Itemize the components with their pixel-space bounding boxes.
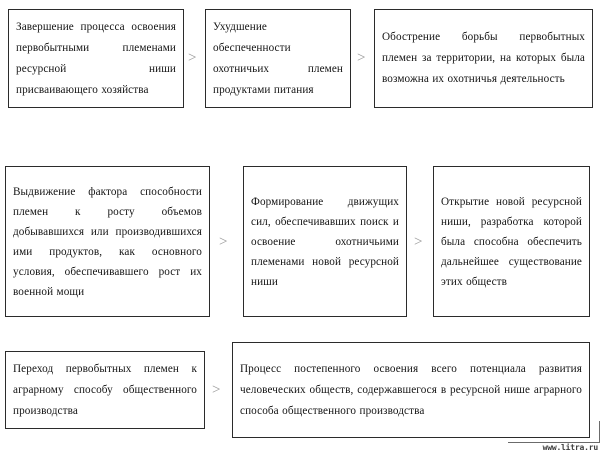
diagram-node-1 <box>8 9 184 108</box>
diagram-node-4 <box>5 166 210 317</box>
diagram-node-6 <box>433 166 590 317</box>
diagram-node-8 <box>232 342 590 438</box>
connector-arrow-3: > <box>219 234 228 250</box>
diagram-node-5-text: Формирование движущих сил, обеспечивавших поиск и освоение охотничьими племенами новой ресурсной ниши <box>251 195 399 288</box>
connector-arrow-5: > <box>212 382 221 398</box>
diagram-node-7 <box>5 351 205 429</box>
diagram-node-8-text: Процесс постепенного освоения всего потенциала развития человеческих обществ, содержавшегося в ресурсной нише аграрного способа общественного производства <box>240 362 582 417</box>
diagram-node-4-text: Выдвижение фактора способности племен к росту объемов добывавшихся или производившихся ими продуктов, как основного условия, обеспечивавшего рост их военной мощи <box>13 185 202 298</box>
diagram-node-3-text: Обострение борьбы первобытных племен за территории, на которых была возможна их охотничья деятельность <box>382 31 585 85</box>
diagram-node-2-text: Ухудшение обеспеченности охотничьих племен продуктами питания <box>213 20 343 96</box>
diagram-node-2 <box>205 9 351 108</box>
connector-arrow-1: > <box>188 50 197 66</box>
diagram-node-6-text: Открытие новой ресурсной ниши, разработка которой была способна обеспечить дальнейшее существование этих обществ <box>441 195 582 288</box>
connector-arrow-2: > <box>357 50 366 66</box>
connector-arrow-4: > <box>414 234 423 250</box>
diagram-node-5 <box>243 166 407 317</box>
diagram-node-1-text: Завершение процесса освоения первобытными племенами ресурсной ниши присваивающего хозяйства <box>16 20 176 96</box>
diagram-node-3 <box>374 9 593 108</box>
watermark-text: www.litra.ru <box>542 443 598 452</box>
diagram-node-7-text: Переход первобытных племен к аграрному способу общественного производства <box>13 362 197 417</box>
